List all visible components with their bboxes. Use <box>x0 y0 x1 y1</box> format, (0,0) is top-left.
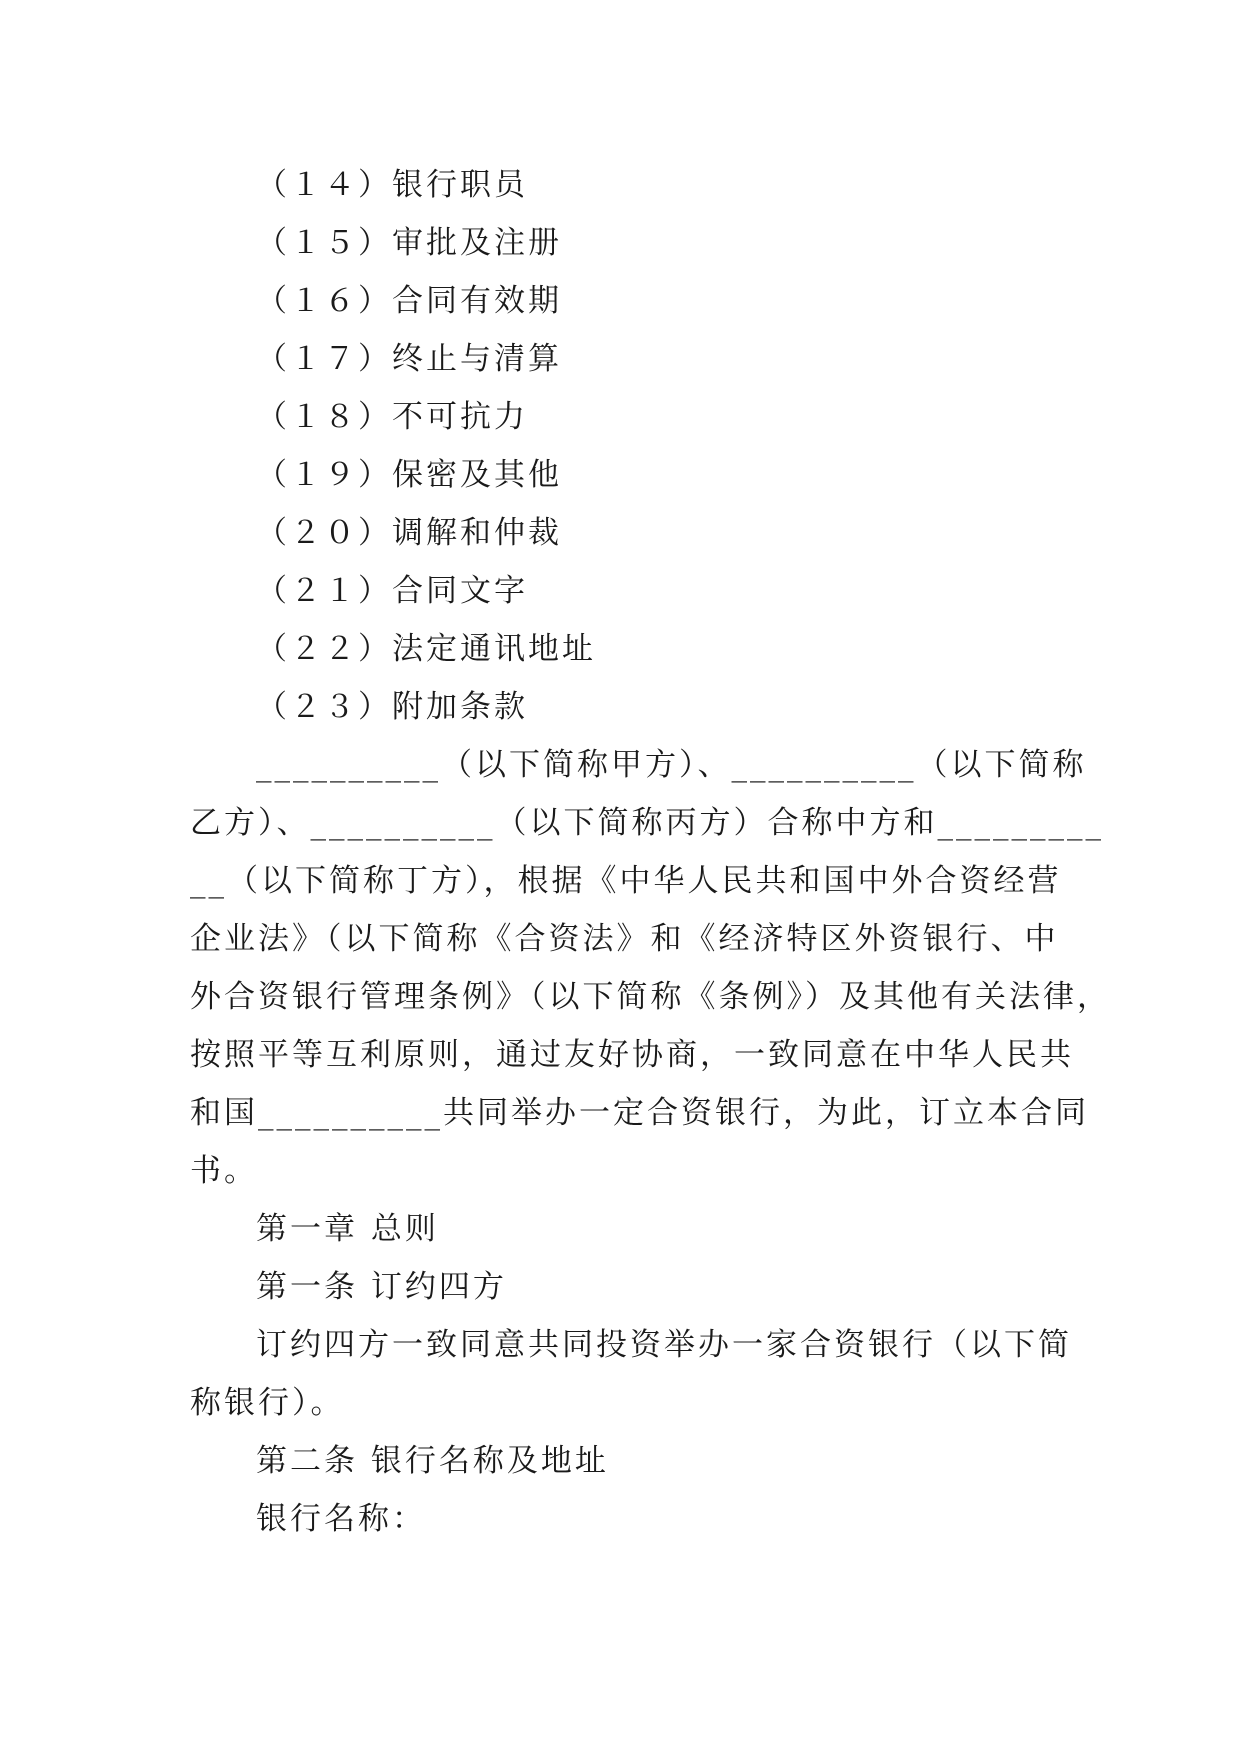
article-1-title: 第一条 订约四方 <box>256 1269 507 1305</box>
list-item: （２１）合同文字 <box>256 573 528 609</box>
list-item: （１９）保密及其他 <box>256 457 562 493</box>
preamble-line: 外合资银行管理条例》（以下简称《条例》）及其他有关法律， <box>190 979 1111 1015</box>
list-item: （１８）不可抗力 <box>256 399 528 435</box>
preamble-line: __________（以下简称甲方）、__________（以下简称 <box>256 747 1087 783</box>
document-body <box>190 156 1111 1548</box>
preamble-line: __（以下简称丁方），根据《中华人民共和国中外合资经营 <box>190 863 1062 899</box>
preamble-line: 按照平等互利原则，通过友好协商，一致同意在中华人民共 <box>190 1037 1074 1073</box>
list-item: （２０）调解和仲裁 <box>256 515 562 551</box>
list-item: （１４）银行职员 <box>256 167 528 203</box>
list-item: （２２）法定通讯地址 <box>256 631 596 667</box>
chapter-title: 第一章 总则 <box>256 1211 439 1247</box>
preamble-line: 书。 <box>190 1153 258 1189</box>
list-item: （１６）合同有效期 <box>256 283 562 319</box>
article-1-line: 订约四方一致同意共同投资举办一家合资银行（以下简 <box>256 1327 1072 1363</box>
article-2-title: 第二条 银行名称及地址 <box>256 1443 609 1479</box>
list-item: （１５）审批及注册 <box>256 225 562 261</box>
preamble-line: 和国__________共同举办一定合资银行，为此，订立本合同 <box>190 1095 1089 1131</box>
bank-name-label: 银行名称： <box>256 1501 426 1537</box>
article-1-line: 称银行）。 <box>190 1385 345 1421</box>
preamble-line: 乙方）、__________（以下简称丙方）合称中方和_________ <box>190 805 1104 841</box>
list-item: （１７）终止与清算 <box>256 341 562 377</box>
list-item: （２３）附加条款 <box>256 689 528 725</box>
preamble-line: 企业法》（以下简称《合资法》和《经济特区外资银行、中 <box>190 921 1059 957</box>
